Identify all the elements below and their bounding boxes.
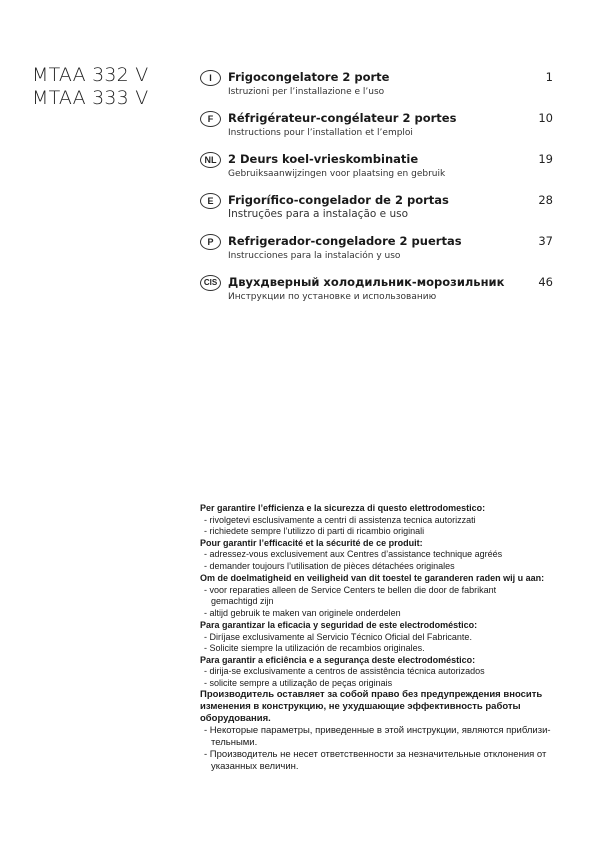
toc-entry-russian[interactable]: [200, 275, 553, 316]
note-item-es-1: - Diríjase exclusivamente al Servicio Técnico Oficial del Fabricante.: [204, 631, 472, 642]
note-item-ru-2-cont: указанных величин.: [211, 761, 299, 772]
note-heading-it: Per garantire l’efficienza e la sicurezza di questo elettrodomestico:: [200, 503, 486, 513]
language-badge-it: I: [200, 70, 221, 86]
note-heading-ru-2: изменения в конструкцию, не ухудшающие эффективность работы: [200, 701, 521, 712]
toc-page-e: 28: [538, 193, 553, 207]
toc-subtitle-e: Instruções para a instalação e uso: [228, 208, 408, 220]
language-badge-fr: F: [200, 111, 221, 127]
note-heading-es: Para garantizar la eficacia y seguridad de este electrodoméstico:: [200, 620, 478, 630]
toc-title-nl: 2 Deurs koel-vrieskombinatie: [228, 152, 419, 166]
note-item-pt-1: - dirija-se exclusivamente a centros de assistência técnica autorizados: [204, 666, 485, 676]
note-item-es-2: - Solicite siempre la utilización de recambios originales.: [204, 643, 425, 653]
toc-subtitle-it: Istruzioni per l’installazione e l’uso: [228, 87, 385, 97]
model-number-2: MTAA 333 V: [32, 87, 149, 109]
toc-entry-portuguese[interactable]: [200, 234, 553, 275]
toc-subtitle-nl: Gebruiksaanwijzingen voor plaatsing en gebruik: [228, 169, 446, 179]
note-item-fr-1: - adressez-vous exclusivement aux Centres d’assistance technique agréés: [204, 549, 503, 559]
toc-title-p: Refrigerador-congeladore 2 puertas: [228, 234, 462, 248]
toc-page-nl: 19: [538, 152, 553, 166]
model-number-1: MTAA 332 V: [32, 64, 149, 86]
note-heading-ru-3: оборудования.: [200, 713, 271, 724]
toc-page-it: 1: [545, 70, 553, 84]
language-badge-e: E: [200, 193, 221, 209]
note-item-pt-2: - solicite sempre a utilização de peças originais: [204, 677, 393, 688]
toc-page-cis: 46: [538, 275, 553, 289]
note-heading-nl: Om de doelmatigheid en veiligheid van dit toestel te garanderen raden wij u aan:: [200, 573, 545, 583]
note-item-fr-2: - demander toujours l’utilisation de pièces détachées originales: [204, 560, 455, 571]
note-item-ru-1-cont: тельными.: [211, 737, 258, 748]
note-item-ru-1: - Некоторые параметры, приведенные в этой инструкции, являются приблизи-: [204, 725, 551, 736]
service-notes: [200, 503, 580, 773]
toc-entry-italian[interactable]: [200, 70, 553, 111]
note-item-it-2: - richiedete sempre l’utilizzo di parti di ricambio originali: [204, 526, 425, 536]
table-of-contents: [200, 70, 553, 316]
note-item-nl-1-cont: gemachtigd zijn: [211, 596, 274, 606]
language-badge-p: P: [200, 234, 221, 250]
note-item-it-1: - rivolgetevi esclusivamente a centri di assistenza tecnica autorizzati: [204, 514, 476, 525]
toc-subtitle-cis: Инструкции по установке и использованию: [228, 292, 437, 302]
note-heading-ru-1: Производитель оставляет за собой право без предупреждения вносить: [200, 689, 543, 700]
language-badge-cis: CIS: [200, 275, 221, 291]
toc-title-fr: Réfrigérateur-congélateur 2 portes: [228, 111, 457, 125]
toc-entry-french[interactable]: [200, 111, 553, 152]
model-numbers: [32, 64, 148, 110]
toc-page-fr: 10: [538, 111, 553, 125]
note-heading-pt: Para garantir a eficiência e a segurança deste electrodoméstico:: [200, 654, 476, 665]
note-item-nl-2: - altijd gebruik te maken van originele onderdelen: [204, 607, 401, 618]
toc-title-cis: Двухдверный холодильник-морозильник: [228, 275, 505, 289]
toc-entry-spanish[interactable]: [200, 193, 553, 234]
toc-title-it: Frigocongelatore 2 porte: [228, 70, 390, 84]
toc-subtitle-p: Instrucciones para la instalación y uso: [228, 251, 401, 261]
toc-subtitle-fr: Instructions pour l’installation et l’emploi: [228, 128, 413, 138]
note-heading-fr: Pour garantir l’efficacité et la sécurité de ce produit:: [200, 537, 423, 548]
language-badge-nl: NL: [200, 152, 221, 168]
note-item-ru-2: - Производитель не несет ответственности за незначительные отклонения от: [204, 749, 547, 760]
toc-title-e: Frigorífico-congelador de 2 portas: [228, 193, 449, 207]
toc-page-p: 37: [538, 234, 553, 248]
note-item-nl-1: - voor reparaties alleen de Service Centers te bellen die door de fabrikant: [204, 584, 497, 595]
toc-entry-dutch[interactable]: [200, 152, 553, 193]
